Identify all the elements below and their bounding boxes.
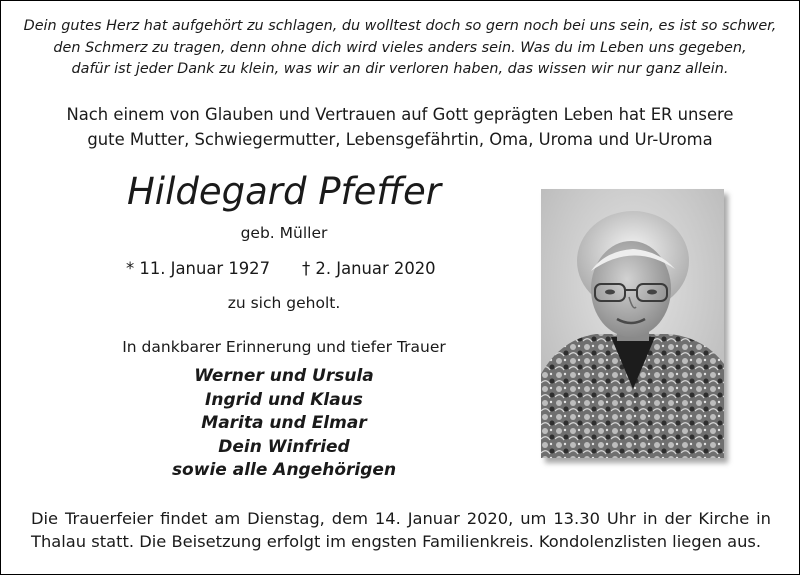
mourner-name: Dein Winfried — [218, 436, 350, 457]
mourner-name: Marita und Elmar — [201, 413, 367, 433]
mourner-name: Werner und Ursula — [194, 366, 374, 386]
mourning-line: In dankbarer Erinnerung und tiefer Trauer — [122, 338, 446, 356]
portrait-photo — [541, 189, 724, 458]
mourner-name: Ingrid und Klaus — [205, 389, 363, 410]
intro-line: gute Mutter, Schwiegermutter, Lebensgefährtin, Oma, Uroma und Ur-Uroma — [87, 129, 713, 149]
funeral-line: Thalau statt. Die Beisetzung erfolgt im engsten Familienkreis. Kondolenzlisten liegen aus. — [31, 532, 762, 551]
taken-text: zu sich geholt. — [227, 294, 341, 312]
memorial-verse — [20, 16, 780, 81]
mourners-list — [60, 365, 508, 483]
intro-text — [20, 103, 780, 152]
funeral-info — [31, 507, 771, 553]
funeral-line: Die Trauerfeier findet am Dienstag, dem 14. Januar 2020, um 13.30 Uhr in der Kirche in — [31, 509, 771, 528]
mourner-name: sowie alle Angehörigen — [171, 460, 397, 480]
intro-line: Nach einem von Glauben und Vertrauen auf Gott geprägten Leben hat ER unsere — [66, 105, 734, 124]
birth-name: geb. Müller — [240, 224, 328, 242]
verse-line: den Schmerz zu tragen, denn ohne dich wird vieles anders sein. Was du im Leben uns gegeben, — [53, 39, 747, 56]
birth-date: * 11. Januar 1927 — [126, 259, 271, 278]
death-date: † 2. Januar 2020 — [302, 259, 436, 278]
deceased-name: Hildegard Pfeffer — [126, 170, 442, 213]
verse-line: dafür ist jeder Dank zu klein, was wir an dir verloren haben, das wissen wir nur ganz allein. — [71, 61, 729, 77]
verse-line: Dein gutes Herz hat aufgehört zu schlagen, du wolltest doch so gern noch bei uns sein, es ist so schwer, — [23, 18, 777, 34]
